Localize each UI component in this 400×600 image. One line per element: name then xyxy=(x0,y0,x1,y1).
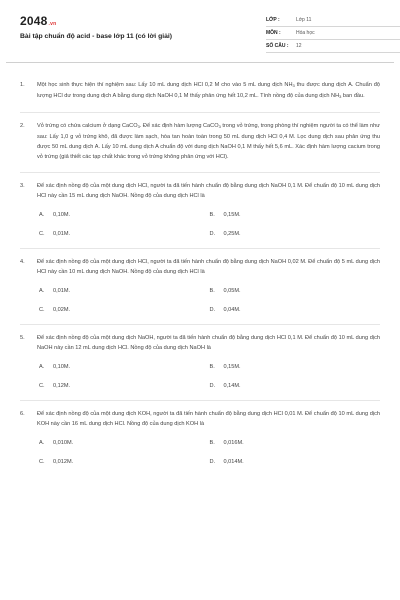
choice-c[interactable]: C. 0,02M. xyxy=(39,307,71,313)
meta-row-subject xyxy=(266,27,400,40)
question-2 xyxy=(20,121,380,162)
question-6 xyxy=(20,409,380,466)
question-divider xyxy=(20,324,380,325)
choice-d[interactable]: D. 0,014M. xyxy=(209,459,244,465)
choice-a[interactable]: A. 0,10M. xyxy=(39,212,71,218)
question-number: 4. xyxy=(20,259,25,265)
question-text: Vỏ trứng có chứa calcium ở dạng CaCO$_3$. Để xác định hàm lượng CaCO$_3$ trong vỏ trứng, trong phòng thí nghiệm người ta có thể làm như sau: Lấy 1,0 g vỏ trứng khô, đã được làm sạch, hòa tan hoàn toàn trong 50 mL dung dịch HCl 0,4 M. Lọc dung dịch sau phản ứng thu được 50 mL dung dịch A. Lấy 10 mL dung dịch A chuẩn độ với dung dịch NaOH 0,1 M thấy hết 5,6 mL. Xác định hàm lượng cacium trong vỏ trứng (giả thiết các tạp chất khác trong vỏ trứng không phản ứng với HCl). xyxy=(37,123,380,160)
meta-label: MÔN : xyxy=(266,30,281,36)
site-logo[interactable] xyxy=(20,14,56,28)
choice-b[interactable]: B. 0,15M. xyxy=(209,212,241,218)
meta-value: Hóa học xyxy=(296,30,315,36)
choice-b[interactable]: B. 0,016M. xyxy=(209,440,244,446)
page-header xyxy=(14,0,386,60)
choice-c[interactable]: C. 0,01M. xyxy=(39,231,71,237)
question-4 xyxy=(20,257,380,314)
header-divider xyxy=(6,62,394,63)
question-text: Một học sinh thực hiện thí nghiệm sau: Lấy 10 mL dung dịch HCl 0,2 M cho vào 5 mL dung dịch $NH_3$ thu được dung dịch A. Chuẩn độ lượng HCl dư trong dung dịch A bằng dung dịch NaOH 0,1 M thấy phản ứng hết 10,2 mL. Tính nồng độ của dung dịch $NH_3$ ban đầu. xyxy=(37,82,380,99)
question-3 xyxy=(20,181,380,238)
question-body xyxy=(37,181,380,238)
meta-value: 12 xyxy=(296,43,302,49)
meta-table xyxy=(266,14,400,53)
question-text: Để xác định nồng độ của một dung dịch NaOH, người ta đã tiến hành chuẩn độ bằng dung dịch HCl 0,1 M. Để chuẩn độ 10 mL dung dịch NaOH này cần 12 mL dung dịch HCl. Nồng độ của dung dịch NaOH là xyxy=(37,335,380,351)
answer-choices xyxy=(39,363,380,390)
question-body xyxy=(37,121,380,162)
choice-d[interactable]: D. 0,04M. xyxy=(209,307,241,313)
question-number: 3. xyxy=(20,183,25,189)
document-title: Bài tập chuẩn độ acid - base lớp 11 (có lời giải) xyxy=(20,33,173,40)
choice-c[interactable]: C. 0,12M. xyxy=(39,383,71,389)
choice-c[interactable]: C. 0,012M. xyxy=(39,459,74,465)
choice-d[interactable]: D. 0,14M. xyxy=(209,383,241,389)
choice-a[interactable]: A. 0,010M. xyxy=(39,440,74,446)
question-number: 1. xyxy=(20,82,25,88)
question-number: 2. xyxy=(20,123,25,129)
meta-row-class xyxy=(266,14,400,27)
question-text: Để xác định nồng độ của một dung dịch HCl, người ta đã tiến hành chuẩn độ bằng dung dịch NaOH 0,02 M. Để chuẩn độ 5 mL dung dịch HCl này cần 10 mL dung dịch NaOH. Nồng độ của dung dịch HCl là xyxy=(37,259,380,275)
question-text: Để xác định nồng độ của một dung dịch HCl, người ta đã tiến hành chuẩn độ bằng dung dịch NaOH 0,1 M. Để chuẩn độ 10 mL dung dịch HCl này cần 15 mL dung dịch NaOH. Nồng độ của dung dịch HCl là xyxy=(37,183,380,199)
question-text: Để xác định nồng độ của một dung dịch KOH, người ta đã tiến hành chuẩn độ bằng dung dịch HCl 0,01 M. Để chuẩn độ 10 mL dung dịch KOH này cần 16 mL dung dịch HCl. Nồng độ của dung dịch KOH là xyxy=(37,411,380,427)
question-divider xyxy=(20,172,380,173)
answer-choices xyxy=(39,287,380,314)
question-number: 6. xyxy=(20,411,25,417)
question-body xyxy=(37,333,380,390)
meta-row-count xyxy=(266,40,400,53)
logo-suffix: .vn xyxy=(48,21,57,27)
question-1 xyxy=(20,80,380,102)
choice-d[interactable]: D. 0,25M. xyxy=(209,231,241,237)
question-5 xyxy=(20,333,380,390)
answer-choices xyxy=(39,439,380,466)
answer-choices xyxy=(39,211,380,238)
choice-b[interactable]: B. 0,05M. xyxy=(209,288,241,294)
question-divider xyxy=(20,112,380,113)
choice-a[interactable]: A. 0,01M. xyxy=(39,288,71,294)
question-divider xyxy=(20,248,380,249)
meta-label: SỐ CÂU : xyxy=(266,43,289,49)
question-body xyxy=(37,80,380,102)
meta-value: Lớp 11 xyxy=(296,17,312,23)
choice-b[interactable]: B. 0,15M. xyxy=(209,364,241,370)
choice-a[interactable]: A. 0,10M. xyxy=(39,364,71,370)
question-body xyxy=(37,257,380,314)
question-number: 5. xyxy=(20,335,25,341)
question-list xyxy=(20,80,380,466)
question-divider xyxy=(20,400,380,401)
meta-label: LỚP : xyxy=(266,17,280,23)
question-body xyxy=(37,409,380,466)
logo-text: 2048 xyxy=(20,14,48,28)
